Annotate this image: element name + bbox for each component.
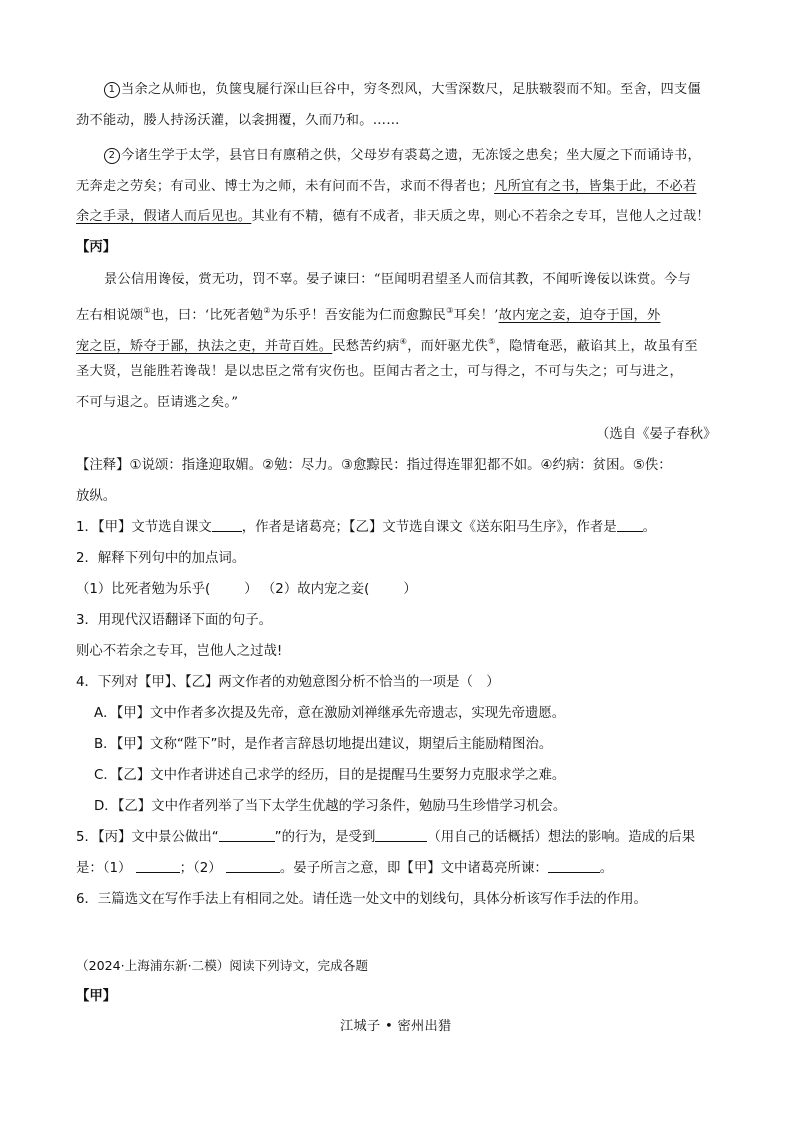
bing-line5: 不可与退之。臣请逃之矣。” xyxy=(76,395,239,410)
question-2: 2．解释下列句中的加点词。 xyxy=(76,551,246,566)
jia-para2-line2: 无奔走之劳矣；有司业、博士为之师，未有问而不告，求而不得者也；凡所宜有之书，皆集于此，不必若 xyxy=(76,179,697,194)
annotation-notes: 【注释】①说颂：指逢迎取媚。②勉：尽力。③愈黥民：指过得连罪犯都不如。④约病：贫困。⑤佚： xyxy=(76,458,672,473)
question-6: 6．三篇选文在写作手法上有相同之处。请任选一处文中的划线句，具体分析该写作手法的作用。 xyxy=(76,892,647,907)
answer-blank[interactable] xyxy=(136,860,180,873)
bing-line1: 景公信用谗佞，赏无功，罚不辜。晏子谏曰：“臣闻明君望圣人而信其教，不闻听谗佞以诛赏。今与 xyxy=(104,272,691,287)
bing-line4: 圣大贤，岂能胜若谗哉！是以忠臣之常有灾伤也。臣闻古者之士，可与得之，不可与失之；可与进之， xyxy=(76,364,683,379)
question-4: 4．下列对【甲】、【乙】两文作者的劝勉意图分析不恰当的一项是（ ） xyxy=(76,675,500,690)
question-5: 5．【丙】文中景公做出“ ”的行为，是受到 （用自己的话概括）想法的影响。造成的后果 xyxy=(76,830,696,845)
circled-number-2: 2 xyxy=(104,148,120,164)
poem-title: 江城子 • 密州出猎 xyxy=(340,1019,452,1034)
answer-blank[interactable] xyxy=(375,829,427,842)
jia-para2-line3: 余之手录，假诸人而后见也。其业有不精，德有不成者，非天质之卑，则心不若余之专耳，岂他人之过哉！ xyxy=(76,209,710,224)
bing-line3: 宠之臣，矫夺于鄙，执法之吏，并苛百姓。民愁苦约病④，而奸驱尤佚⑤，隐情奄恶，蔽谄其上，故虽有至 xyxy=(76,337,698,354)
underlined-sentence: 凡所宜有之书，皆集于此，不必若 xyxy=(494,179,697,194)
option-b[interactable]: B．【甲】文称“陛下”时，是作者言辞恳切地提出建议，期望后主能励精图治。 xyxy=(94,737,553,752)
jia-para1-line2: 劲不能动，媵人持汤沃灌，以衾拥覆，久而乃和。…… xyxy=(76,113,400,128)
option-a[interactable]: A．【甲】文中作者多次提及先帝，意在激励刘禅继承先帝遗志，实现先帝遗愿。 xyxy=(94,706,566,721)
jia-para2-line1: 2 今诸生学于太学，县官日有廪稍之供，父母岁有裘葛之遗，无冻馁之患矣；坐大厦之下而诵诗书， xyxy=(104,146,701,166)
question-2-items: （1）比死者勉为乐乎( ） （2）故内宠之妾( ） xyxy=(76,582,417,597)
circled-number-1: 1 xyxy=(104,82,120,98)
jia-para1-line1: 1 当余之从师也，负箧曳屣行深山巨谷中，穷冬烈风，大雪深数尺，足肤皲裂而不知。至舍，四支僵 xyxy=(104,80,701,100)
underlined-sentence-cont: 余之手录，假诸人而后见也。 xyxy=(76,209,252,224)
answer-blank[interactable] xyxy=(617,519,643,532)
question-3: 3．用现代汉语翻译下面的句子。 xyxy=(76,613,272,628)
source-citation: （选自《晏子春秋》 xyxy=(596,427,717,442)
annotation-notes-cont: 放纵。 xyxy=(76,489,117,504)
answer-blank[interactable] xyxy=(226,860,280,873)
underlined-sentence-bing: 故内宠之妾，迫夺于国，外 xyxy=(498,308,661,323)
next-section-intro: （2024·上海浦东新·二模）阅读下列诗文，完成各题 xyxy=(76,958,368,973)
answer-blank[interactable] xyxy=(219,829,275,842)
bing-line2: 左右相说颂①也，曰：‘比死者勉②为乐乎！吾安能为仁而愈黥民③耳矣！’故内宠之妾，迫夺于国，外 xyxy=(76,306,661,323)
option-c[interactable]: C．【乙】文中作者讲述自己求学的经历，目的是提醒马生要努力克服求学之难。 xyxy=(94,768,566,783)
answer-blank[interactable] xyxy=(212,519,242,532)
section-header-jia: 【甲】 xyxy=(76,989,117,1004)
question-5-cont: 是：（1） ；（2） 。晏子所言之意，即【甲】文中诸葛亮所谏： 。 xyxy=(76,861,614,876)
underlined-sentence-bing-cont: 宠之臣，矫夺于鄙，执法之吏，并苛百姓。 xyxy=(76,339,333,354)
question-1: 1．【甲】文节选自课文 ，作者是诸葛亮；【乙】文节选自课文《送东阳马生序》，作者是 。 xyxy=(76,520,657,535)
question-3-sentence: 则心不若余之专耳，岂他人之过哉! xyxy=(76,644,283,659)
section-header-bing: 【丙】 xyxy=(76,240,117,255)
answer-blank[interactable] xyxy=(548,860,600,873)
option-d[interactable]: D．【乙】文中作者列举了当下太学生优越的学习条件，勉励马生珍惜学习机会。 xyxy=(94,799,567,814)
